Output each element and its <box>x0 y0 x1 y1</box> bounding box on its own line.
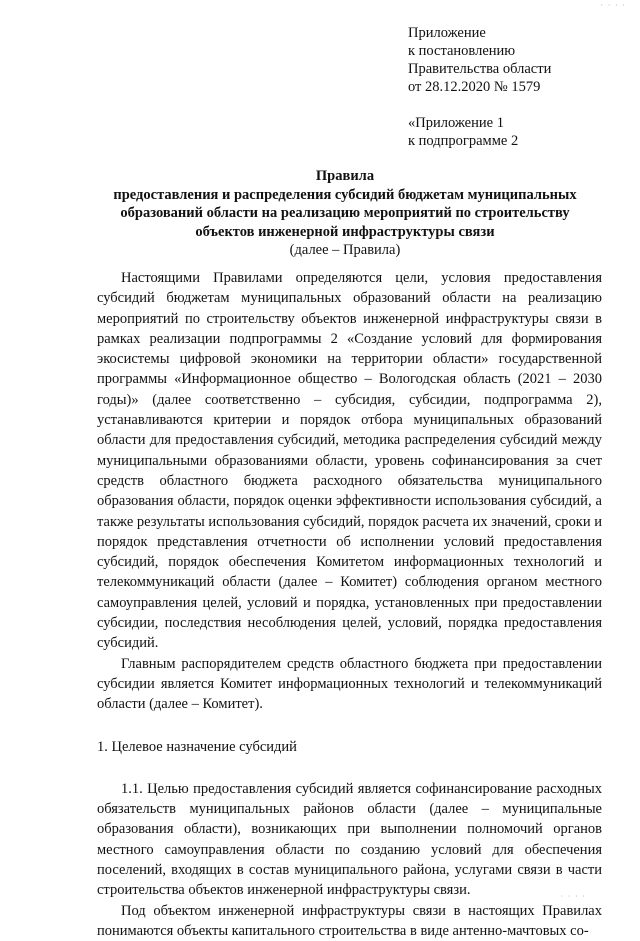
body-paragraph: Настоящими Правилами определяются цели, условия предоставления субсидий бюджетам муниципальных образований области на реализацию мероприятий по строительству объектов инженерной инфраструктуры связи в рамках реализации подпрограммы 2 «Создание условий для формирования экосистемы цифровой экономики на территории области» государственной программы «Информационное общество – Вологодская область (2021 – 2030 годы)» (далее соответственно – субсидия, субсидии, подпрограмма 2), устанавливаются критерии и порядок отбора муниципальных образований области для предоставления субсидий, методика распределения субсидий между муниципальными образованиями области, уровень софинансирования за счет средств областного бюджета расходного обязательства муниципального образования области, порядок оценки эффективности использования субсидий, а также результаты использования субсидий, порядок расчета их значений, сроки и порядок представления отчетности об исполнении условий предоставления субсидий, порядок обеспечения Комитетом информационных технологий и телекоммуникаций области (далее – Комитет) соблюдения органом местного самоуправления целей, условий и порядка, установленных при предоставлении субсидии, последствия несоблюдения целей, условий, порядка предоставления субсидий. <box>97 270 602 652</box>
document-title <box>90 167 600 260</box>
scan-mark: · · · · <box>600 2 626 9</box>
body-paragraph: Под объектом инженерной инфраструктуры связи в настоящих Правилах понимаются объекты капитального строительства в виде антенно-мачтовых со- <box>97 902 602 939</box>
sub-appendix-line: «Приложение 1 <box>408 115 504 131</box>
appendix-line: от 28.12.2020 № 1579 <box>408 79 541 95</box>
appendix-spacer <box>408 96 551 114</box>
appendix-line: Приложение <box>408 25 486 41</box>
title-line: образований области на реализацию мероприятий по строительству <box>120 205 570 221</box>
appendix-line: к постановлению <box>408 43 516 59</box>
appendix-line: Правительства области <box>408 61 552 77</box>
scan-mark: · · · · <box>560 893 586 900</box>
sub-appendix-line: к подпрограмме 2 <box>408 133 519 149</box>
title-note: (далее – Правила) <box>289 242 401 258</box>
title-line: предоставления и распределения субсидий бюджетам муниципальных <box>113 186 577 203</box>
appendix-header <box>408 24 551 150</box>
title-heading: Правила <box>315 168 375 184</box>
body-paragraph: 1.1. Целью предоставления субсидий является софинансирование расходных обязательств муниципальных районов области (далее – муниципальные образования области), возникающих при выполнении полномочий органов местного самоуправления области по созданию условий для обеспечения поселений, входящих в состав муниципального района, услугами связи в части строительства объектов инженерной инфраструктуры связи. <box>97 780 602 899</box>
section-heading: 1. Целевое назначение субсидий <box>97 738 297 755</box>
body-paragraph: Главным распорядителем средств областного бюджета при предоставлении субсидии является Комитет информационных технологий и телекоммуникаций области (далее – Комитет). <box>97 655 602 713</box>
title-line: объектов инженерной инфраструктуры связи <box>195 223 495 240</box>
document-body <box>97 268 602 941</box>
